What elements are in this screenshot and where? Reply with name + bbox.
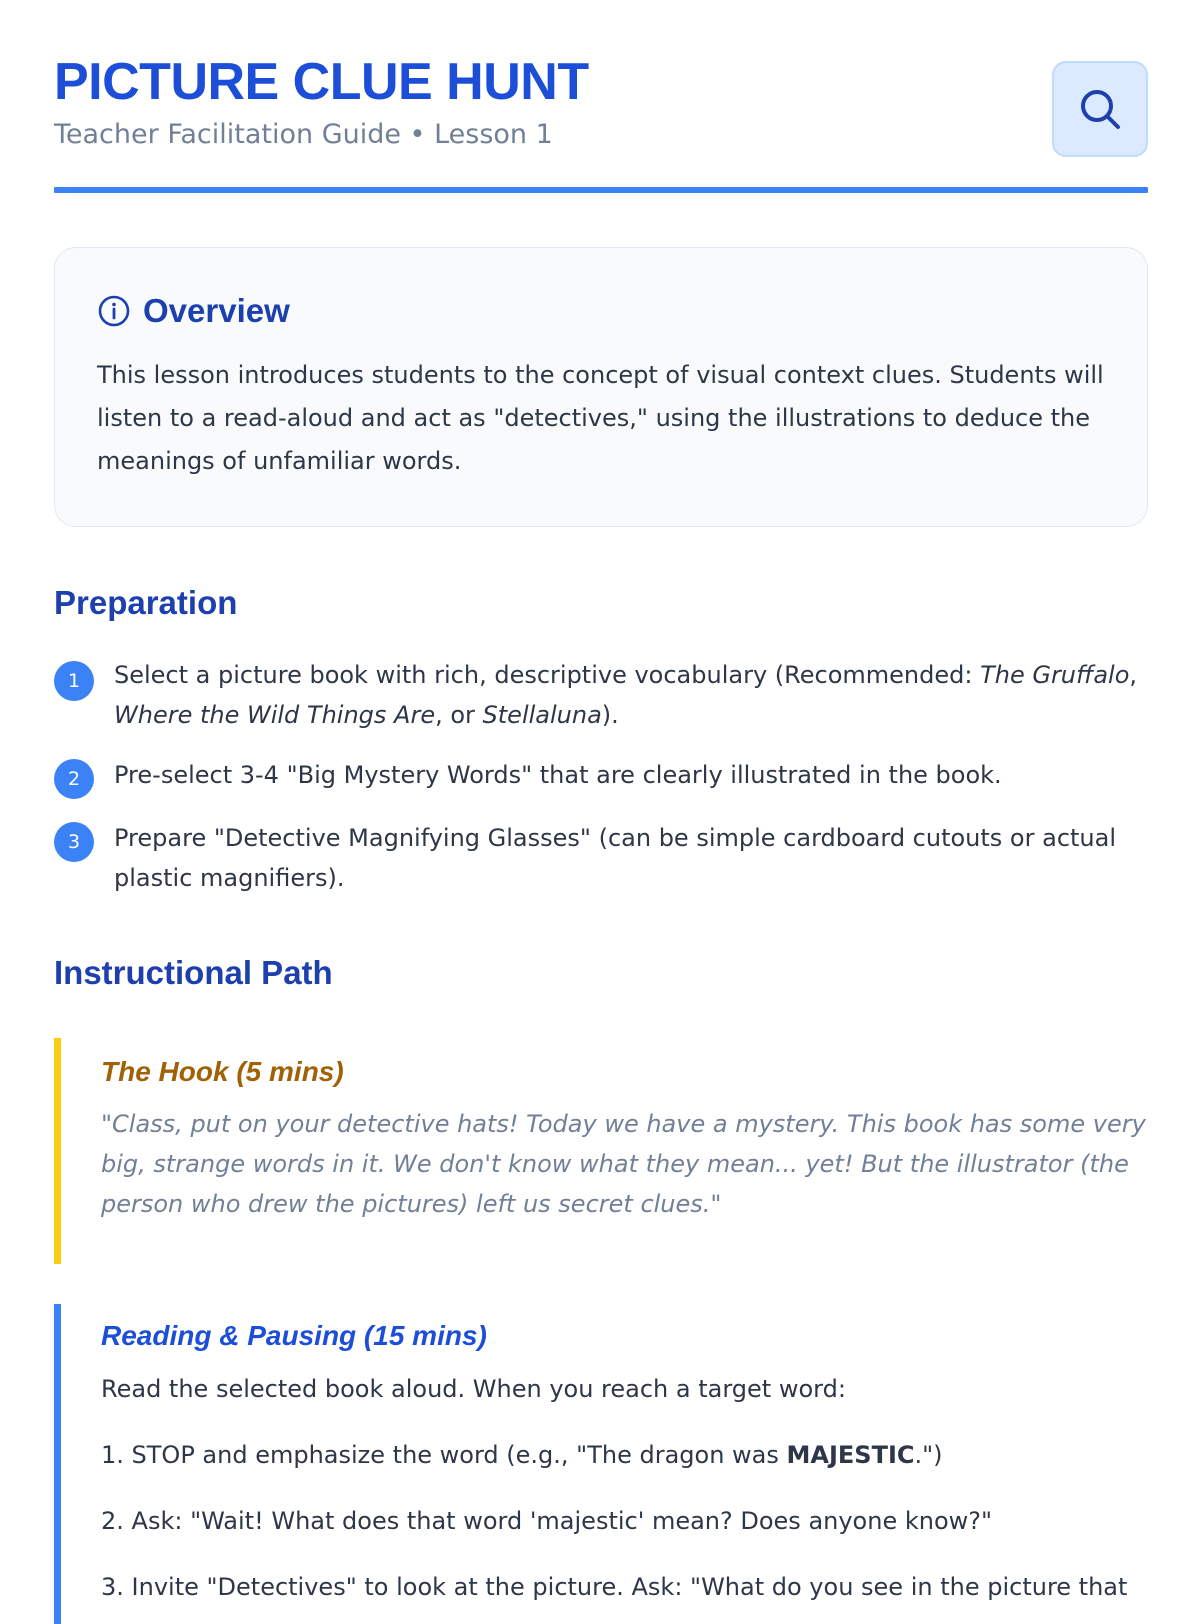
list-item-text: Prepare "Detective Magnifying Glasses" (can be simple cardboard cutouts or actual plastic magnifiers). (114, 824, 1117, 892)
overview-card (54, 247, 1148, 527)
step-intro: Read the selected book aloud. When you reach a target word: (101, 1375, 846, 1403)
list-item-text-part: ). (601, 701, 619, 729)
overview-title: Overview (143, 292, 290, 329)
search-button[interactable] (1052, 61, 1148, 157)
step-number-badge: 1 (54, 661, 94, 701)
list-item-text (114, 655, 1144, 735)
list-item-text-part: Select a picture book with rich, descriptive vocabulary (Recommended: (114, 661, 981, 689)
step-title: Reading & Pausing (15 mins) (101, 1320, 487, 1351)
step-quote: "Class, put on your detective hats! Today we have a mystery. This book has some very big, strange words in it. We don't know what they mean... yet! But the illustrator (the person who drew the pictures) left us secret clues." (101, 1110, 1146, 1218)
step-point-text: .") (914, 1441, 943, 1469)
list-item-text-part: , or (435, 701, 483, 729)
step-point-text: 1. STOP and emphasize the word (e.g., "The dragon was (101, 1441, 787, 1469)
list-item-text-part: , (1129, 661, 1138, 689)
book-title: The Gruffalo (980, 661, 1130, 689)
step-number-badge: 2 (54, 759, 94, 799)
info-circle-icon (97, 294, 131, 328)
list-item-text: Pre-select 3-4 "Big Mystery Words" that are clearly illustrated in the book. (114, 761, 1002, 789)
overview-text: This lesson introduces students to the concept of visual context clues. Students will listen to a read-aloud and act as "detectives," using the illustrations to deduce the meanings of unfamiliar words. (97, 361, 1104, 475)
preparation-heading: Preparation (54, 584, 238, 621)
overview-heading (97, 292, 290, 330)
step-title: The Hook (5 mins) (101, 1056, 344, 1087)
emphasized-word: MAJESTIC (786, 1441, 915, 1469)
step-point (101, 1435, 1148, 1475)
search-icon (1076, 85, 1124, 133)
book-title: Stellaluna (482, 701, 602, 729)
page-subtitle: Teacher Facilitation Guide • Lesson 1 (54, 119, 553, 150)
header-divider (54, 187, 1148, 193)
page-title: PICTURE CLUE HUNT (54, 53, 589, 111)
step-point: 3. Invite "Detectives" to look at the picture. Ask: "What do you see in the picture that (101, 1573, 1128, 1601)
step-number-badge: 3 (54, 822, 94, 862)
book-title: Where the Wild Things Are (114, 701, 436, 729)
page-header (54, 52, 1148, 192)
reading-step (54, 1304, 1148, 1624)
instructional-path-heading: Instructional Path (54, 954, 333, 991)
step-point: 2. Ask: "Wait! What does that word 'majestic' mean? Does anyone know?" (101, 1507, 993, 1535)
hook-step (54, 1038, 1148, 1264)
